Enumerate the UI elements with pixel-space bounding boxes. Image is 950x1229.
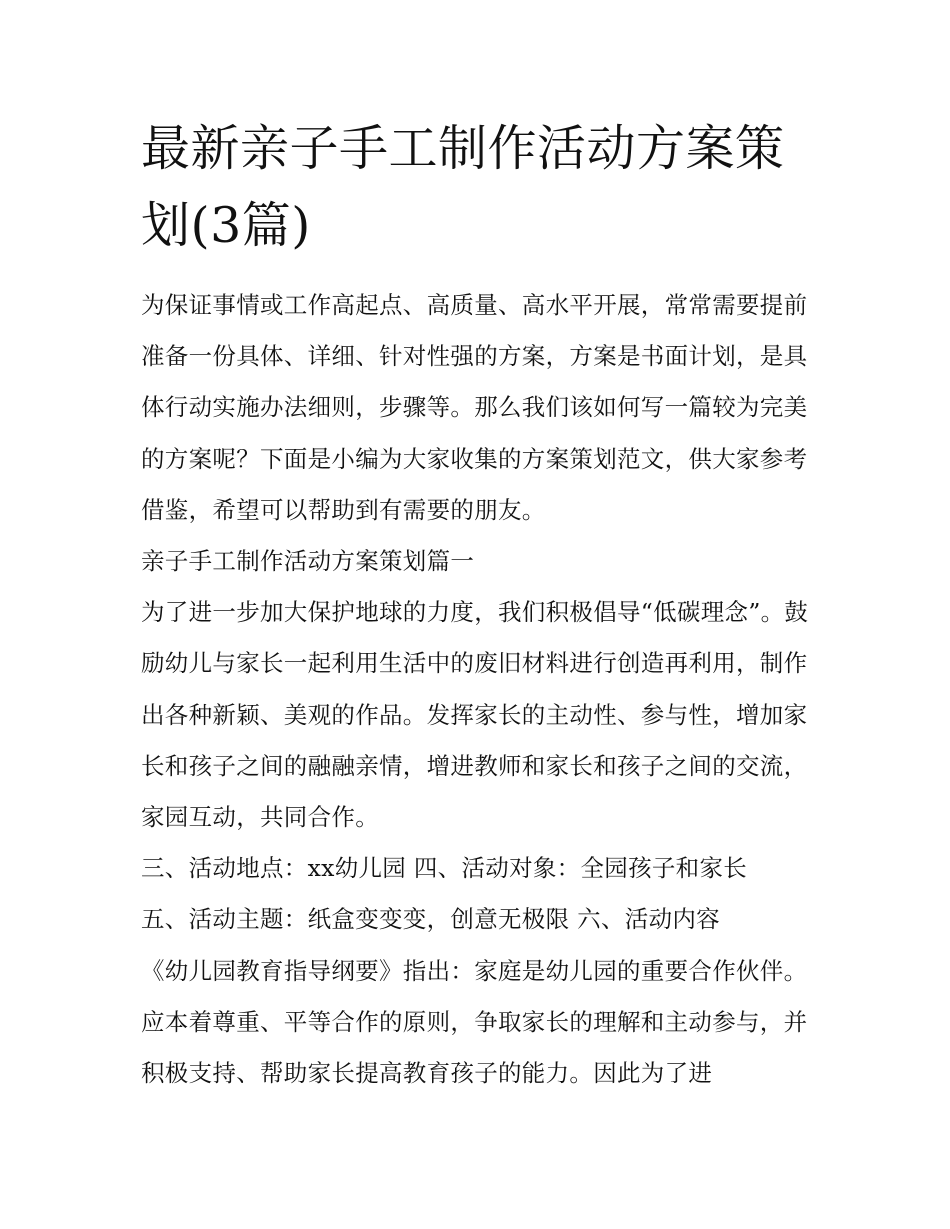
- intro-paragraph: 为保证事情或工作高起点、高质量、高水平开展，常常需要提前准备一份具体、详细、针对性强的方案，方案是书面计划，是具体行动实施办法细则，步骤等。那么我们该如何写一篇较为完美的方案呢？下面是小编为大家收集的方案策划范文，供大家参考借鉴，希望可以帮助到有需要的朋友。: [141, 291, 808, 524]
- activity-theme-line: 五、活动主题：纸盒变变变，创意无极限 六、活动内容: [141, 905, 720, 934]
- document-title: 最新亲子手工制作活动方案策划(3篇): [141, 120, 785, 254]
- section-heading: 亲子手工制作活动方案策划篇一: [141, 547, 475, 576]
- body-paragraph: 为了进一步加大保护地球的力度，我们积极倡导“低碳理念”。鼓励幼儿与家长一起利用生活中的废旧材料进行创造再利用，制作出各种新颖、美观的作品。发挥家长的主动性、参与性，增加家长和孩子之间的融融亲情，增进教师和家长和孩子之间的交流，家园互动，共同合作。: [141, 598, 809, 832]
- activity-location-line: 三、活动地点：xx幼儿园 四、活动对象：全园孩子和家长: [141, 854, 748, 883]
- body-paragraph: 《幼儿园教育指导纲要》指出：家庭是幼儿园的重要合作伙伴。应本着尊重、平等合作的原则，争取家长的理解和主动参与，并积极支持、帮助家长提高教育孩子的能力。因此为了进: [141, 956, 808, 1088]
- document-body: [141, 280, 821, 1099]
